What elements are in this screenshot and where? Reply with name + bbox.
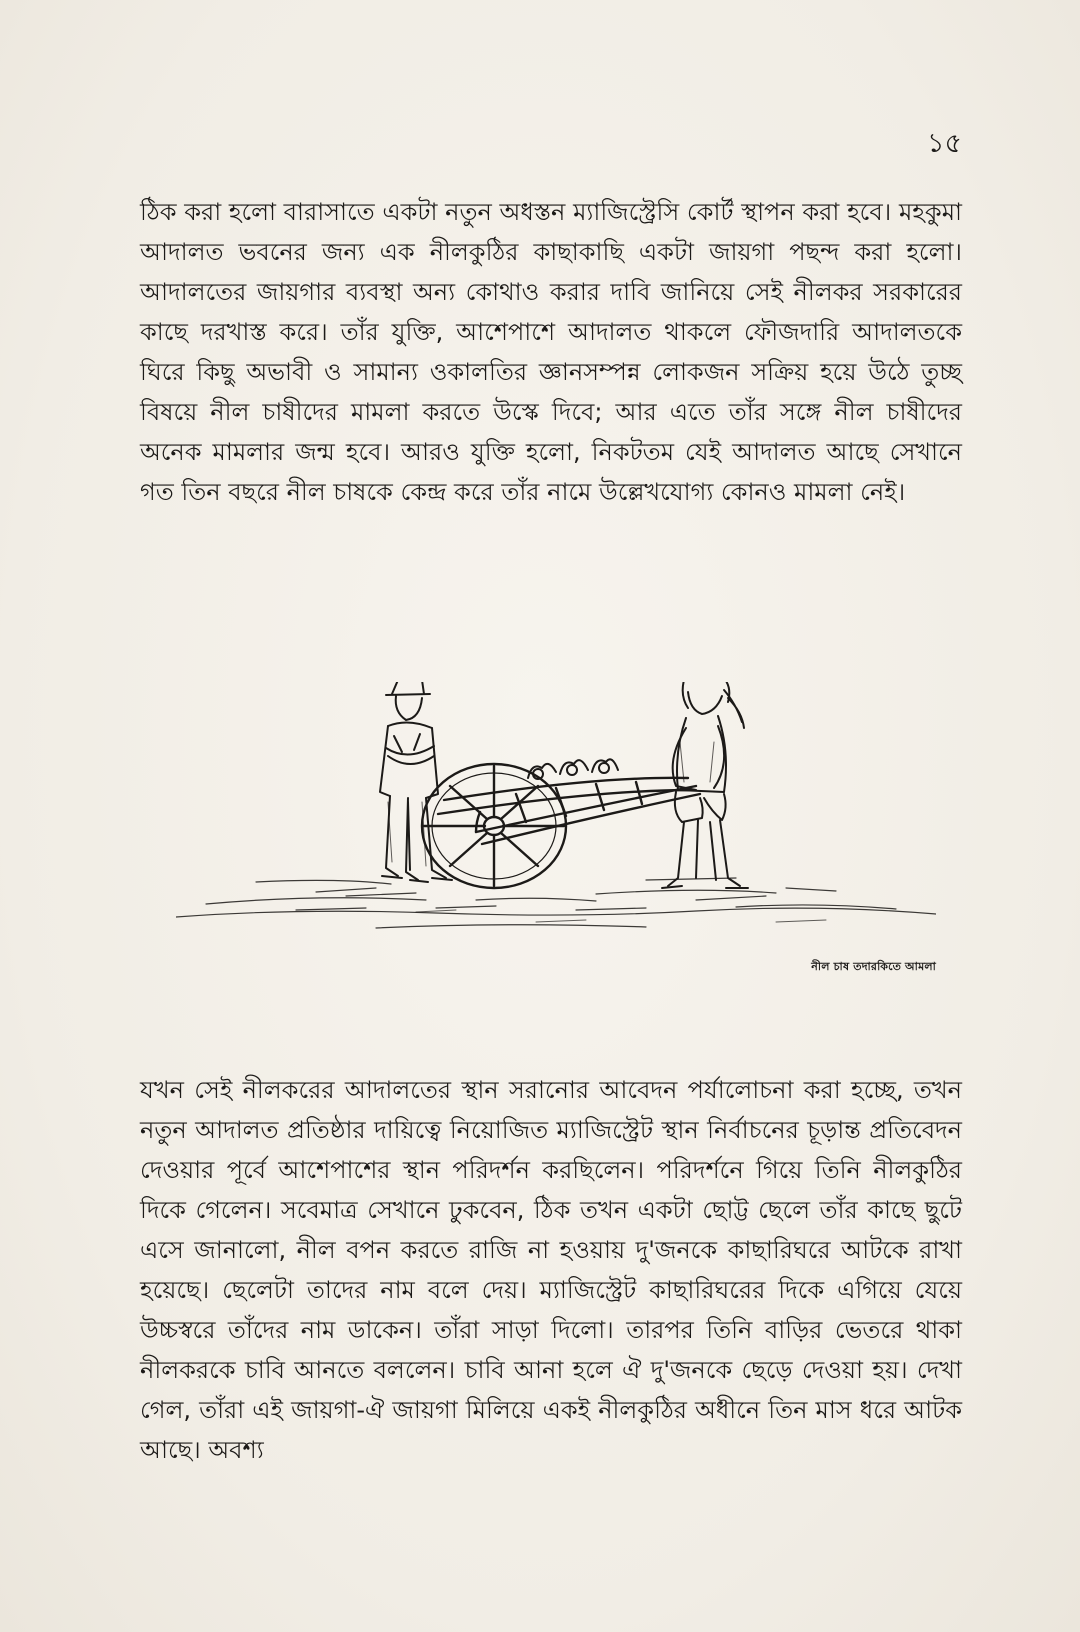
illustration-caption: নীল চাষ তদারকিতে আমলা <box>811 960 936 973</box>
sketch-image <box>176 682 936 952</box>
paragraph-2: যখন সেই নীলকরের আদালতের স্থান সরানোর আবেদন পর্যালোচনা করা হচ্ছে, তখন নতুন আদালত প্রতিষ্ঠার দায়িত্বে নিয়োজিত ম্যাজিস্ট্রেট স্থান নির্বাচনের চূড়ান্ত প্রতিবেদন দেওয়ার পূর্বে আশেপাশের স্থান পরিদর্শন করছিলেন। পরিদর্শনে গিয়ে তিনি নীলকুঠির দিকে গেলেন। সবেমাত্র সেখানে ঢুকবেন, ঠিক তখন একটা ছোট্ট ছেলে তাঁর কাছে ছুটে এসে জানালো, নীল বপন করতে রাজি না হওয়ায় দু'জনকে কাছারিঘরে আটকে রাখা হয়েছে। ছেলেটা তাদের নাম বলে দেয়। ম্যাজিস্ট্রেট কাছারিঘরের দিকে এগিয়ে যেয়ে উচ্চস্বরে তাঁদের নাম ডাকেন। তাঁরা সাড়া দিলো। তারপর তিনি বাড়ির ভেতরে থাকা নীলকরকে চাবি আনতে বললেন। চাবি আনা হলে ঐ দু'জনকে ছেড়ে দেওয়া হয়। দেখা গেল, তাঁরা এই জায়গা-ঐ জায়গা মিলিয়ে একই নীলকুঠির অধীনে তিন মাস ধরে আটক আছে। অবশ্য <box>140 1076 962 1464</box>
paragraph-1: ঠিক করা হলো বারাসাতে একটা নতুন অধস্তন ম্যাজিস্ট্রেসি কোর্ট স্থাপন করা হবে। মহকুমা আদালত ভবনের জন্য এক নীলকুঠির কাছাকাছি একটা জায়গা পছন্দ করা হলো। আদালতের জায়গার ব্যবস্থা অন্য কোথাও করার দাবি জানিয়ে সেই নীলকর সরকারের কাছে দরখাস্ত করে। তাঁর যুক্তি, আশেপাশে আদালত থাকলে ফৌজদারি আদালতকে ঘিরে কিছু অভাবী ও সামান্য ওকালতির জ্ঞানসম্পন্ন লোকজন সক্রিয় হয়ে উঠে তুচ্ছ বিষয়ে নীল চাষীদের মামলা করতে উস্কে দিবে; আর এতে তাঁর সঙ্গে নীল চাষীদের অনেক মামলার জন্ম হবে। আরও যুক্তি হলো, নিকটতম যেই আদালত আছে সেখানে গত তিন বছরে নীল চাষকে কেন্দ্র করে তাঁর নামে উল্লেখযোগ্য কোনও মামলা নেই। <box>140 198 962 506</box>
page-number: ১৫ <box>926 128 962 159</box>
illustration <box>176 682 936 988</box>
